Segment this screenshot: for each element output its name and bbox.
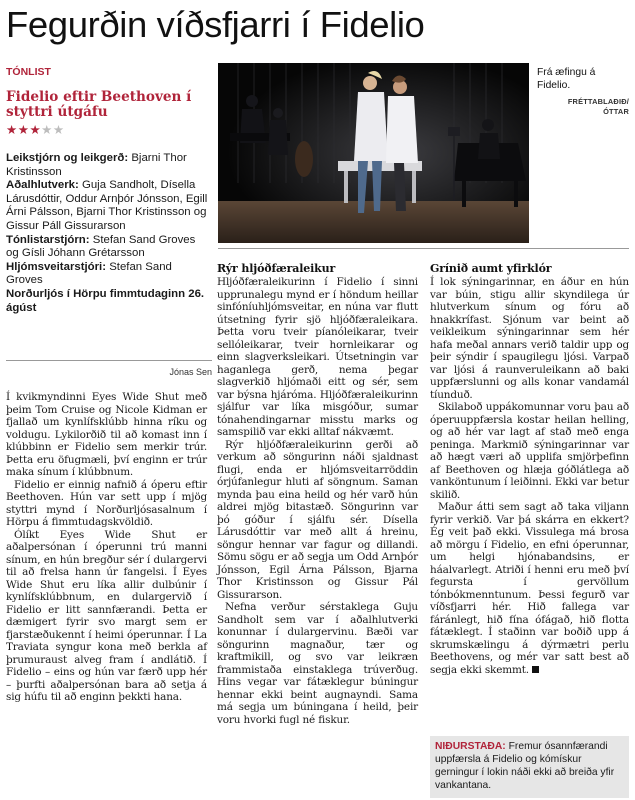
- star-rating: [6, 123, 65, 137]
- divider: [6, 360, 212, 361]
- credit-entry: [6, 152, 211, 179]
- rating-star-icon: ★: [17, 122, 30, 137]
- photo-caption: Frá æfingu á Fidelio.: [537, 67, 596, 91]
- body-column-1: [6, 391, 207, 704]
- subheading: Grínið aumt yfirklór: [430, 262, 552, 275]
- paragraph: [430, 501, 629, 676]
- photo-credit-line: FRÉTTABLAÐIÐ/: [567, 97, 629, 106]
- paragraph: Fidelio er einnig nafnið á óperu eftir Beethoven. Hún var sett upp í mjög styttri mynd í Norðurljósasalnum í Hörpu á fimmtudagskvöldið.: [6, 478, 207, 528]
- rehearsal-photo: [218, 63, 529, 243]
- summary-box: [430, 736, 629, 798]
- credit-entry: [6, 234, 211, 261]
- paragraph: Í kvikmyndinni Eyes Wide Shut með þeim Tom Cruise og Nicole Kidman er fjallað um kynlífsklúbb hinna ríku og voldugu. Lykilorðið til að komast inn í klúbbinn er Fidelio sem merkir trúr. Þetta eru öfugmæli, því enginn er trúr maka sínum í klúbbnum.: [6, 391, 207, 478]
- rating-star-icon: ★: [6, 122, 18, 137]
- paragraph: Skilaboð uppákomunnar voru þau að óperuuppfærsla kostar heilan helling, og að hér var lagt af stað með enga peninga. Markmið sýningarinnar var að hægt væri að upplifa smjörþefinn af Beethoven og hlæja góðlátlega að vanköntunum í leiðinni. Ekki var betur skilið.: [430, 401, 629, 501]
- byline: Jónas Sen: [169, 367, 212, 377]
- photo-credit: [537, 97, 629, 117]
- credit-value: Stefan Sand Groves og Gísli Jóhann Grétarsson: [6, 233, 196, 260]
- credit-value: Bjarni Thor Kristinsson: [6, 152, 187, 178]
- credits-block: [6, 152, 211, 315]
- body-column-3: [430, 262, 629, 676]
- photo-credit-line: ÓTTAR: [603, 107, 629, 116]
- rating-star-icon: ★: [52, 122, 65, 137]
- summary-text: Fremur ósannfærandi uppfærsla á Fidelio og kómískur gerningur í lokin náði ekki að breiða yfir vankantana.: [435, 741, 615, 791]
- paragraph-text: Maður átti sem sagt að taka viljann fyrir verkið. Var þá skárra en ekkert? Ég veit það ekki. Vissulega má brosa að mörgu í Fidelio, en efni óperunnar, um helgi hjónabandsins, er háalvarlegt. Atriði í henni eru með því fegursta í gervöllum tónbókmenntunum. Þessi fegurð var víðsfjarri hér. Hið fallega var fáránlegt, hið fína ófágað, hið flotta fátæklegt. Í staðinn var boðið upp á skrumskælingu á dýrmætri perlu Beethovens, og mér var satt best að segja ekki skemmt.: [430, 501, 629, 676]
- review-title: Fidelio eftir Beethoven í styttri útgáfu: [6, 89, 192, 120]
- divider: [218, 248, 629, 249]
- paragraph: Hljóðfæraleikurinn í Fidelio í sinni upprunalegu mynd er í höndum heillar sinfóníuhljómsveitar, en núna var flutt útsetning fyrir sjö hljóðfæraleikara. Þetta voru tveir píanóleikarar, tveir sellóleikarar, tveir hornleikarar og einn slagverksleikari. Útsetningin var haganlega gerð, nema þegar slagverkið hljómaði eitt og sér, sem var býsna hjáróma. Hljóðfæraleikurinn sjálfur var líka misgóður, sumar tónahendingarnar misstu marks og samspilið var ekki alltaf nákvæmt.: [217, 276, 418, 438]
- subheading: Rýr hljóðfæraleikur: [217, 262, 336, 275]
- rating-star-icon: ★: [41, 122, 53, 137]
- credit-label: Aðalhlutverk:: [6, 179, 79, 192]
- credit-label: Tónlistarstjórn:: [6, 233, 90, 246]
- rating-star-icon: ★: [29, 122, 42, 137]
- credit-value: Stefan Sand Groves: [6, 260, 172, 287]
- credit-entry: [6, 179, 211, 233]
- credit-value: Guja Sandholt, Dísella Lárusdóttir, Oddur Arnþór Jónsson, Egill Árni Pálsson, Bjarni Thor Kristinsson og Gissur Páll Gissurarson: [6, 179, 208, 232]
- paragraph: Rýr hljóðfæraleikurinn gerði að verkum að söngurinn náði sjaldnast flugi, enda er hljómsveitarröddin órjúfanlegur hluti af söngnum. Saman mynda þau eina heild og hér varð hún aldrei mjög bitastæð. Söngurinn var þó góður í sjálfu sér. Dísella Lárusdóttir var með allt á hreinu, söngur hennar var fagur og dillandi. Sömu sögu er að segja um Odd Arnþór Jónsson, Egil Árna Pálsson, Bjarna Thor Kristinsson og Gissur Pál Gissurarson.: [217, 438, 418, 601]
- end-mark-icon: [532, 666, 539, 673]
- body-column-2: [217, 262, 418, 726]
- paragraph: Nefna verður sérstaklega Guju Sandholt sem var í aðalhlutverki konunnar í dulargervinu. Bæði var söngurinn magnaður, tær og kraftmikill, og svo var leikræn frammistaða einstaklega trúverðug. Hins vegar var fátæklegur búningur hennar ekki beint augnayndi. Sama má segja um búningana í heild, þeir voru hvorki fugl né fiskur.: [217, 601, 418, 726]
- credit-label: Leikstjórn og leikgerð:: [6, 152, 129, 164]
- credit-entry: [6, 261, 211, 288]
- paragraph: Í lok sýningarinnar, en áður en hún var búin, stigu allir skyndilega úr hlutverkum sínum og fóru að hnakkrífast. Sjónum var beint að veikleikum sýningarinnar sem hér hafa meðal annars verið taldir upp og þeir sýndir í spaugilegu ljósi. Varpað var ljósi á raunveruleikann að baki uppfærslunni og alls konar vandamál tíunduð.: [430, 276, 629, 401]
- paragraph: Ólíkt Eyes Wide Shut er aðalpersónan í óperunni trú manni sínum, en hún bregður sér í dulargervi til að frelsa hann úr fangelsi. Í Eyes Wide Shut eru líka allir dulbúnir í kynlífsklúbbnum, en dulargervið í Fidelio er litt sannfærandi. Þetta er dæmigert fyrir svo margt sem er fjarstæðukennt í heimi óperunnar. Í La Traviata syngur kona með berkla af þrumuraust alveg fram í andlátið. Í Fidelio – eins og hún var færð upp hér – þurfti aðalpersónan bara að setja á sig húfu til að enginn þekkti hana.: [6, 528, 207, 703]
- headline: Fegurðin víðsfjarri í Fidelio: [6, 4, 425, 45]
- venue-date: Norðurljós í Hörpu fimmtudaginn 26. ágúst: [6, 287, 205, 314]
- summary-label: NIÐURSTAÐA:: [435, 741, 506, 752]
- section-tag: TÓNLIST: [6, 66, 51, 78]
- credit-label: Hljómsveitarstjóri:: [6, 260, 107, 273]
